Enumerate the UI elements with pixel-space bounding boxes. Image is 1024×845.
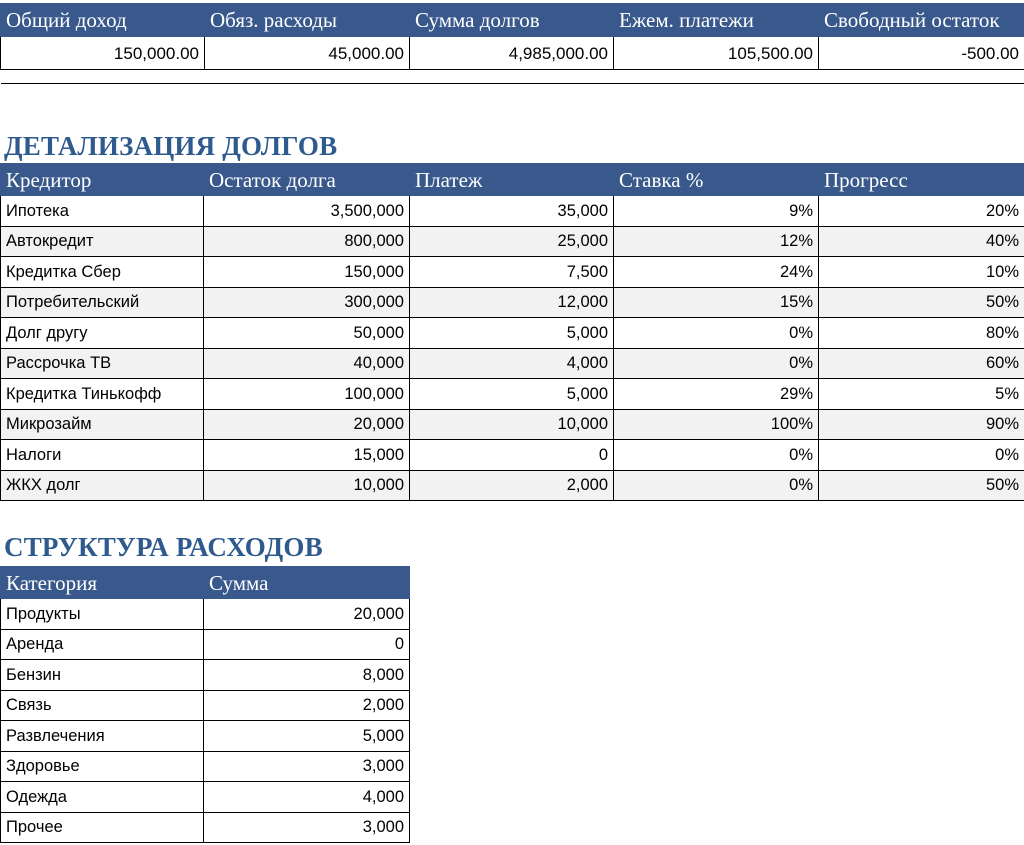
debts-header-progress: Прогресс [819,164,1024,196]
debt-cell-balance: 300,000 [204,287,410,318]
expense-cell-amount: 3,000 [204,812,410,843]
debt-cell-progress: 40% [819,226,1024,257]
debts-header-row [1,164,1024,196]
debt-cell-balance: 20,000 [204,409,410,440]
table-row [1,348,1024,379]
summary-header-total-income: Общий доход [1,4,205,37]
summary-value-monthly-payments: 105,500.00 [614,37,819,70]
table-row [1,318,1024,349]
table-row [1,812,410,843]
expense-cell-category: Здоровье [1,751,204,782]
table-row [1,782,410,813]
table-row [1,470,1024,501]
debt-cell-balance: 800,000 [204,226,410,257]
table-row [1,287,1024,318]
debt-cell-creditor: Потребительский [1,287,204,318]
expenses-header-amount: Сумма [204,567,410,599]
expense-cell-amount: 0 [204,629,410,660]
summary-value-total-income: 150,000.00 [1,37,205,70]
debt-cell-rate: 15% [614,287,819,318]
debt-cell-rate: 12% [614,226,819,257]
spacer-cell [819,70,1024,84]
debt-cell-payment: 0 [410,440,614,471]
debts-header-balance: Остаток долга [204,164,410,196]
debt-cell-progress: 80% [819,318,1024,349]
spacer-cell [1,70,205,84]
debt-cell-payment: 25,000 [410,226,614,257]
table-row [1,751,410,782]
expense-cell-category: Развлечения [1,721,204,752]
debt-cell-progress: 0% [819,440,1024,471]
table-row [1,660,410,691]
expenses-section-title: СТРУКТУРА РАСХОДОВ [4,532,323,562]
debt-cell-rate: 0% [614,318,819,349]
summary-value-mandatory-expenses: 45,000.00 [205,37,410,70]
debt-cell-rate: 29% [614,379,819,410]
debt-cell-creditor: Кредитка Сбер [1,257,204,288]
debt-cell-rate: 0% [614,348,819,379]
summary-value-total-debt: 4,985,000.00 [410,37,614,70]
table-row [1,196,1024,227]
debt-cell-creditor: Ипотека [1,196,204,227]
table-row [1,379,1024,410]
debt-cell-progress: 50% [819,287,1024,318]
debt-cell-balance: 40,000 [204,348,410,379]
table-row [1,226,1024,257]
debt-cell-rate: 0% [614,440,819,471]
table-row [1,599,410,630]
debt-cell-payment: 5,000 [410,318,614,349]
debt-cell-payment: 5,000 [410,379,614,410]
table-row [1,629,410,660]
summary-table [0,3,1024,84]
debt-cell-payment: 10,000 [410,409,614,440]
debts-section-title: ДЕТАЛИЗАЦИЯ ДОЛГОВ [4,131,338,161]
spacer-cell [410,70,614,84]
spacer-cell [205,70,410,84]
debt-cell-progress: 10% [819,257,1024,288]
expense-cell-category: Связь [1,690,204,721]
expenses-header-category: Категория [1,567,204,599]
debt-cell-balance: 10,000 [204,470,410,501]
expenses-table [0,566,410,843]
expense-cell-category: Аренда [1,629,204,660]
table-row [1,690,410,721]
debt-cell-payment: 2,000 [410,470,614,501]
debt-cell-balance: 3,500,000 [204,196,410,227]
debt-cell-progress: 90% [819,409,1024,440]
expense-cell-amount: 5,000 [204,721,410,752]
debt-cell-progress: 50% [819,470,1024,501]
debt-cell-balance: 15,000 [204,440,410,471]
debts-table [0,163,1024,501]
debts-header-creditor: Кредитор [1,164,204,196]
table-row [1,409,1024,440]
debt-cell-rate: 24% [614,257,819,288]
debt-cell-progress: 60% [819,348,1024,379]
summary-spacer-row [1,70,1024,84]
summary-header-monthly-payments: Ежем. платежи [614,4,819,37]
debt-cell-payment: 7,500 [410,257,614,288]
debt-cell-rate: 0% [614,470,819,501]
summary-header-total-debt: Сумма долгов [410,4,614,37]
debt-cell-creditor: Кредитка Тинькофф [1,379,204,410]
debt-cell-payment: 4,000 [410,348,614,379]
expense-cell-amount: 20,000 [204,599,410,630]
debt-cell-balance: 150,000 [204,257,410,288]
table-row [1,440,1024,471]
debt-cell-creditor: Микрозайм [1,409,204,440]
expense-cell-category: Одежда [1,782,204,813]
debt-cell-creditor: ЖКХ долг [1,470,204,501]
debt-cell-balance: 50,000 [204,318,410,349]
debt-cell-payment: 12,000 [410,287,614,318]
debt-cell-progress: 5% [819,379,1024,410]
expense-cell-amount: 2,000 [204,690,410,721]
expense-cell-category: Прочее [1,812,204,843]
summary-header-row [1,4,1024,37]
expense-cell-amount: 4,000 [204,782,410,813]
debts-header-payment: Платеж [410,164,614,196]
summary-header-free-balance: Свободный остаток [819,4,1024,37]
debt-cell-balance: 100,000 [204,379,410,410]
debt-cell-creditor: Автокредит [1,226,204,257]
expense-cell-amount: 8,000 [204,660,410,691]
summary-value-free-balance: -500.00 [819,37,1024,70]
table-row [1,257,1024,288]
debt-cell-payment: 35,000 [410,196,614,227]
debt-cell-creditor: Налоги [1,440,204,471]
debt-cell-creditor: Рассрочка ТВ [1,348,204,379]
expense-cell-amount: 3,000 [204,751,410,782]
debt-cell-progress: 20% [819,196,1024,227]
table-row [1,721,410,752]
debt-cell-rate: 100% [614,409,819,440]
expense-cell-category: Бензин [1,660,204,691]
summary-header-mandatory-expenses: Обяз. расходы [205,4,410,37]
summary-value-row [1,37,1024,70]
debt-cell-creditor: Долг другу [1,318,204,349]
debts-header-rate: Ставка % [614,164,819,196]
debt-cell-rate: 9% [614,196,819,227]
expenses-header-row [1,567,410,599]
spacer-cell [614,70,819,84]
expense-cell-category: Продукты [1,599,204,630]
